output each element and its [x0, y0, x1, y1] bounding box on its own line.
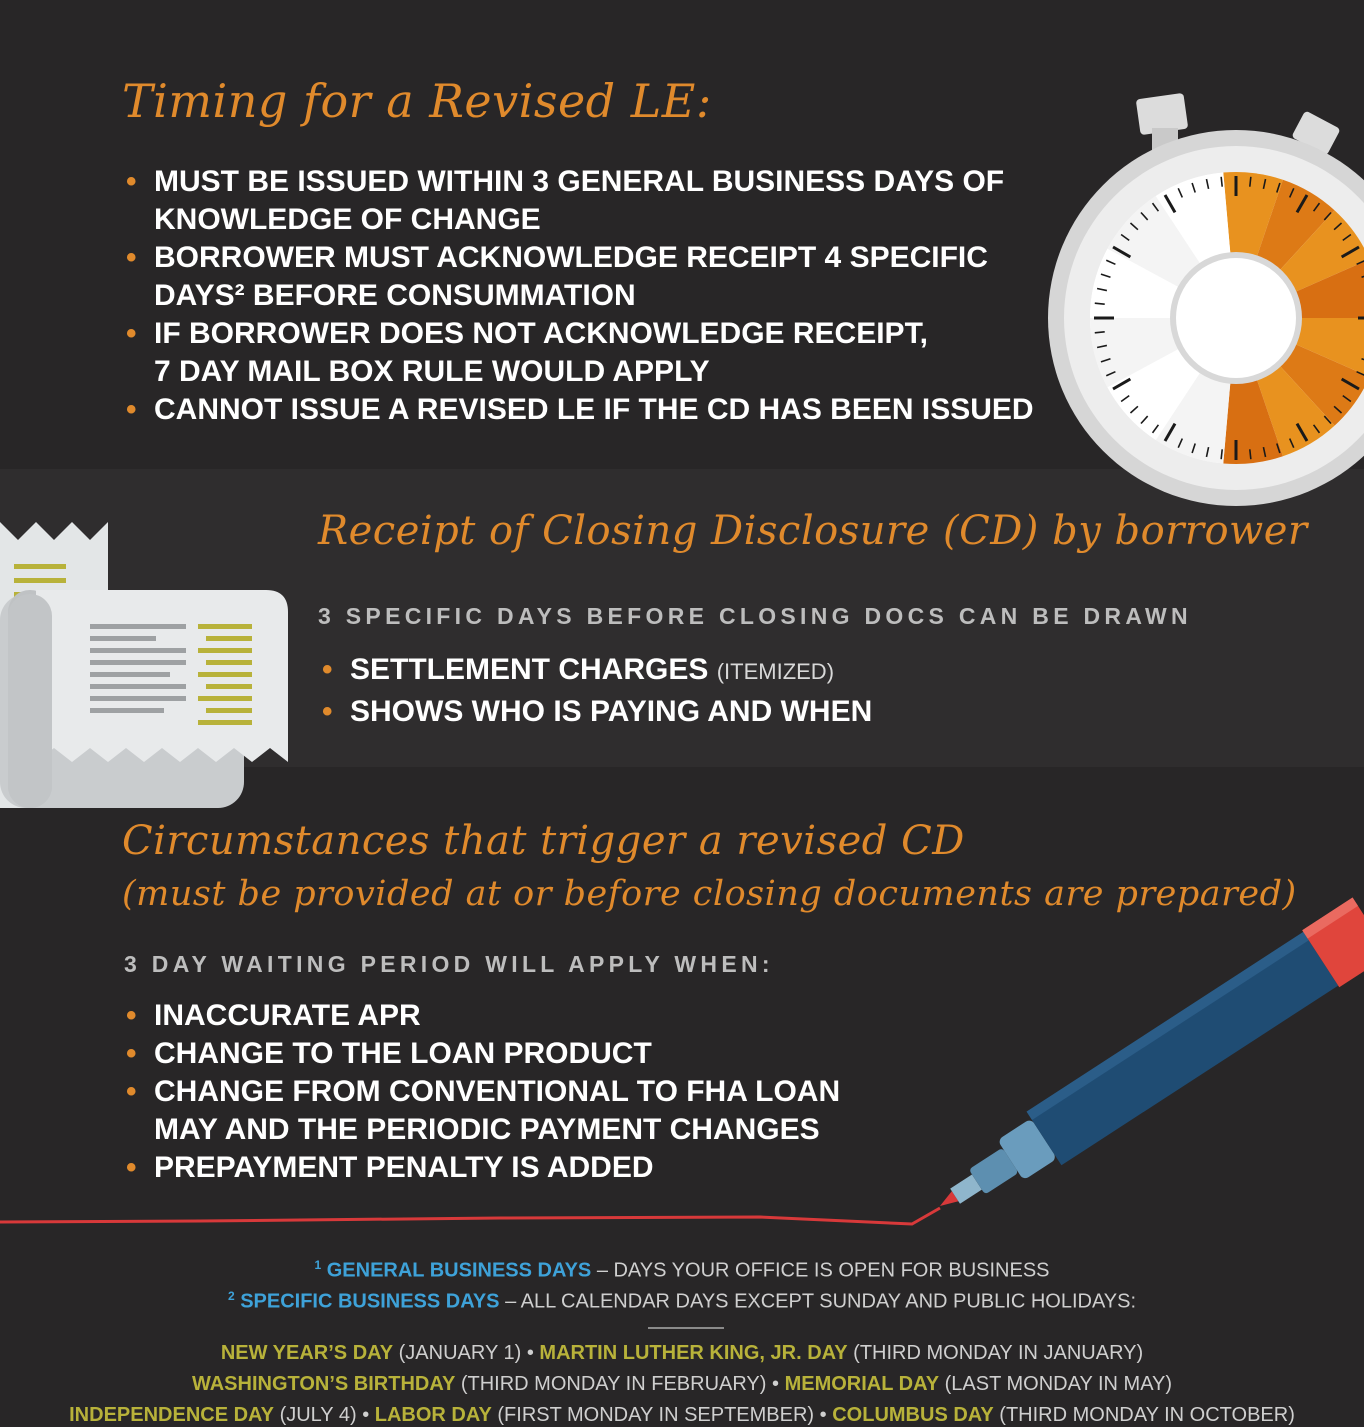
- list-item-line: CANNOT ISSUE A REVISED LE IF THE CD HAS BEEN ISSUED: [154, 393, 1034, 426]
- bullet-icon: •: [126, 1037, 137, 1070]
- footnote-marker: 1: [314, 1258, 322, 1272]
- separator: •: [526, 1342, 534, 1364]
- list-item: [126, 239, 1034, 315]
- list-item: [322, 692, 872, 732]
- list-item-line: DAYS² BEFORE CONSUMMATION: [154, 279, 636, 312]
- revised-le-list: [126, 163, 1034, 429]
- footnote-term: GENERAL BUSINESS DAYS: [326, 1259, 592, 1282]
- holiday-date: (THIRD MONDAY IN FEBRUARY): [460, 1373, 767, 1395]
- list-item-line: MAY AND THE PERIODIC PAYMENT CHANGES: [154, 1113, 820, 1146]
- bullet-icon: •: [126, 999, 137, 1032]
- footnote-marker: 2: [227, 1289, 235, 1303]
- bullet-icon: •: [126, 1075, 137, 1108]
- footnote-general-business-days: [0, 1258, 1364, 1283]
- holidays-row: [0, 1404, 1364, 1427]
- stopwatch-icon: [1040, 90, 1364, 510]
- separator: •: [819, 1404, 827, 1426]
- list-item-line: INACCURATE APR: [154, 999, 421, 1032]
- holiday-date: (JULY 4): [279, 1404, 357, 1426]
- list-item: [126, 391, 1034, 429]
- dial-tick: [1095, 303, 1105, 304]
- divider: [648, 1327, 724, 1329]
- footnote-definition: – ALL CALENDAR DAYS EXCEPT SUNDAY AND PUBLIC HOLIDAYS:: [505, 1290, 1137, 1313]
- separator: •: [772, 1373, 780, 1395]
- list-item-line: IF BORROWER DOES NOT ACKNOWLEDGE RECEIPT,: [154, 317, 928, 350]
- holiday-name: COLUMBUS DAY: [832, 1404, 994, 1426]
- holiday-name: NEW YEAR’S DAY: [220, 1342, 394, 1364]
- bullet-icon: •: [126, 1151, 137, 1184]
- dial-tick: [1250, 177, 1251, 187]
- bullet-icon: •: [126, 317, 137, 350]
- closing-disclosure-subtitle: 3 SPECIFIC DAYS BEFORE CLOSING DOCS CAN BE DRAWN: [318, 603, 1192, 629]
- dial-tick: [1221, 177, 1222, 187]
- holiday-date: (THIRD MONDAY IN JANUARY): [853, 1342, 1144, 1364]
- revised-cd-subtitle: 3 DAY WAITING PERIOD WILL APPLY WHEN:: [124, 951, 774, 977]
- holiday-date: (FIRST MONDAY IN SEPTEMBER): [497, 1404, 815, 1426]
- list-item: [126, 163, 1034, 239]
- holiday-date: (THIRD MONDAY IN OCTOBER): [999, 1404, 1295, 1426]
- list-item-line: PREPAYMENT PENALTY IS ADDED: [154, 1151, 654, 1184]
- list-item: [322, 650, 872, 692]
- dial-tick: [1221, 449, 1222, 459]
- list-item-line: CHANGE FROM CONVENTIONAL TO FHA LOAN: [154, 1075, 841, 1108]
- holidays-row: [0, 1373, 1364, 1396]
- list-item-line: KNOWLEDGE OF CHANGE: [154, 203, 541, 236]
- holiday-name: MARTIN LUTHER KING, JR. DAY: [539, 1342, 848, 1364]
- list-item-text: SHOWS WHO IS PAYING AND WHEN: [350, 695, 873, 728]
- holiday-name: WASHINGTON’S BIRTHDAY: [191, 1373, 456, 1395]
- list-item-line: BORROWER MUST ACKNOWLEDGE RECEIPT 4 SPECIFIC: [154, 241, 988, 274]
- holiday-date: (LAST MONDAY IN MAY): [944, 1373, 1173, 1395]
- list-item-line: MUST BE ISSUED WITHIN 3 GENERAL BUSINESS DAYS OF: [154, 165, 1005, 198]
- dial-tick: [1250, 449, 1251, 459]
- list-item-note: (ITEMIZED): [716, 659, 835, 684]
- bullet-icon: •: [322, 653, 333, 686]
- bullet-icon: •: [126, 241, 137, 274]
- list-item: [126, 315, 1034, 391]
- list-item-line: 7 DAY MAIL BOX RULE WOULD APPLY: [154, 355, 710, 388]
- separator: •: [362, 1404, 370, 1426]
- holiday-name: MEMORIAL DAY: [784, 1373, 940, 1395]
- footnote-definition: – DAYS YOUR OFFICE IS OPEN FOR BUSINESS: [596, 1259, 1050, 1282]
- revised-le-heading: Timing for a Revised LE:: [122, 74, 712, 128]
- footnote-specific-business-days: [0, 1289, 1364, 1314]
- bullet-icon: •: [322, 695, 333, 728]
- list-item-text: SETTLEMENT CHARGES: [350, 653, 709, 686]
- closing-disclosure-list: [322, 650, 872, 732]
- holiday-date: (JANUARY 1): [398, 1342, 522, 1364]
- bullet-icon: •: [126, 165, 137, 198]
- revised-cd-heading: Circumstances that trigger a revised CD: [122, 818, 965, 864]
- holidays-row: [0, 1342, 1364, 1365]
- revised-cd-heading-note: (must be provided at or before closing documents are prepared): [122, 874, 1297, 914]
- bullet-icon: •: [126, 393, 137, 426]
- holiday-name: INDEPENDENCE DAY: [69, 1404, 274, 1426]
- pen-icon: [0, 860, 1364, 1240]
- list-item-line: CHANGE TO THE LOAN PRODUCT: [154, 1037, 652, 1070]
- holiday-name: LABOR DAY: [374, 1404, 492, 1426]
- receipt-icon: [0, 518, 292, 810]
- footnote-term: SPECIFIC BUSINESS DAYS: [240, 1290, 500, 1313]
- closing-disclosure-heading: Receipt of Closing Disclosure (CD) by borrower: [318, 508, 1308, 554]
- dial-tick: [1095, 332, 1105, 333]
